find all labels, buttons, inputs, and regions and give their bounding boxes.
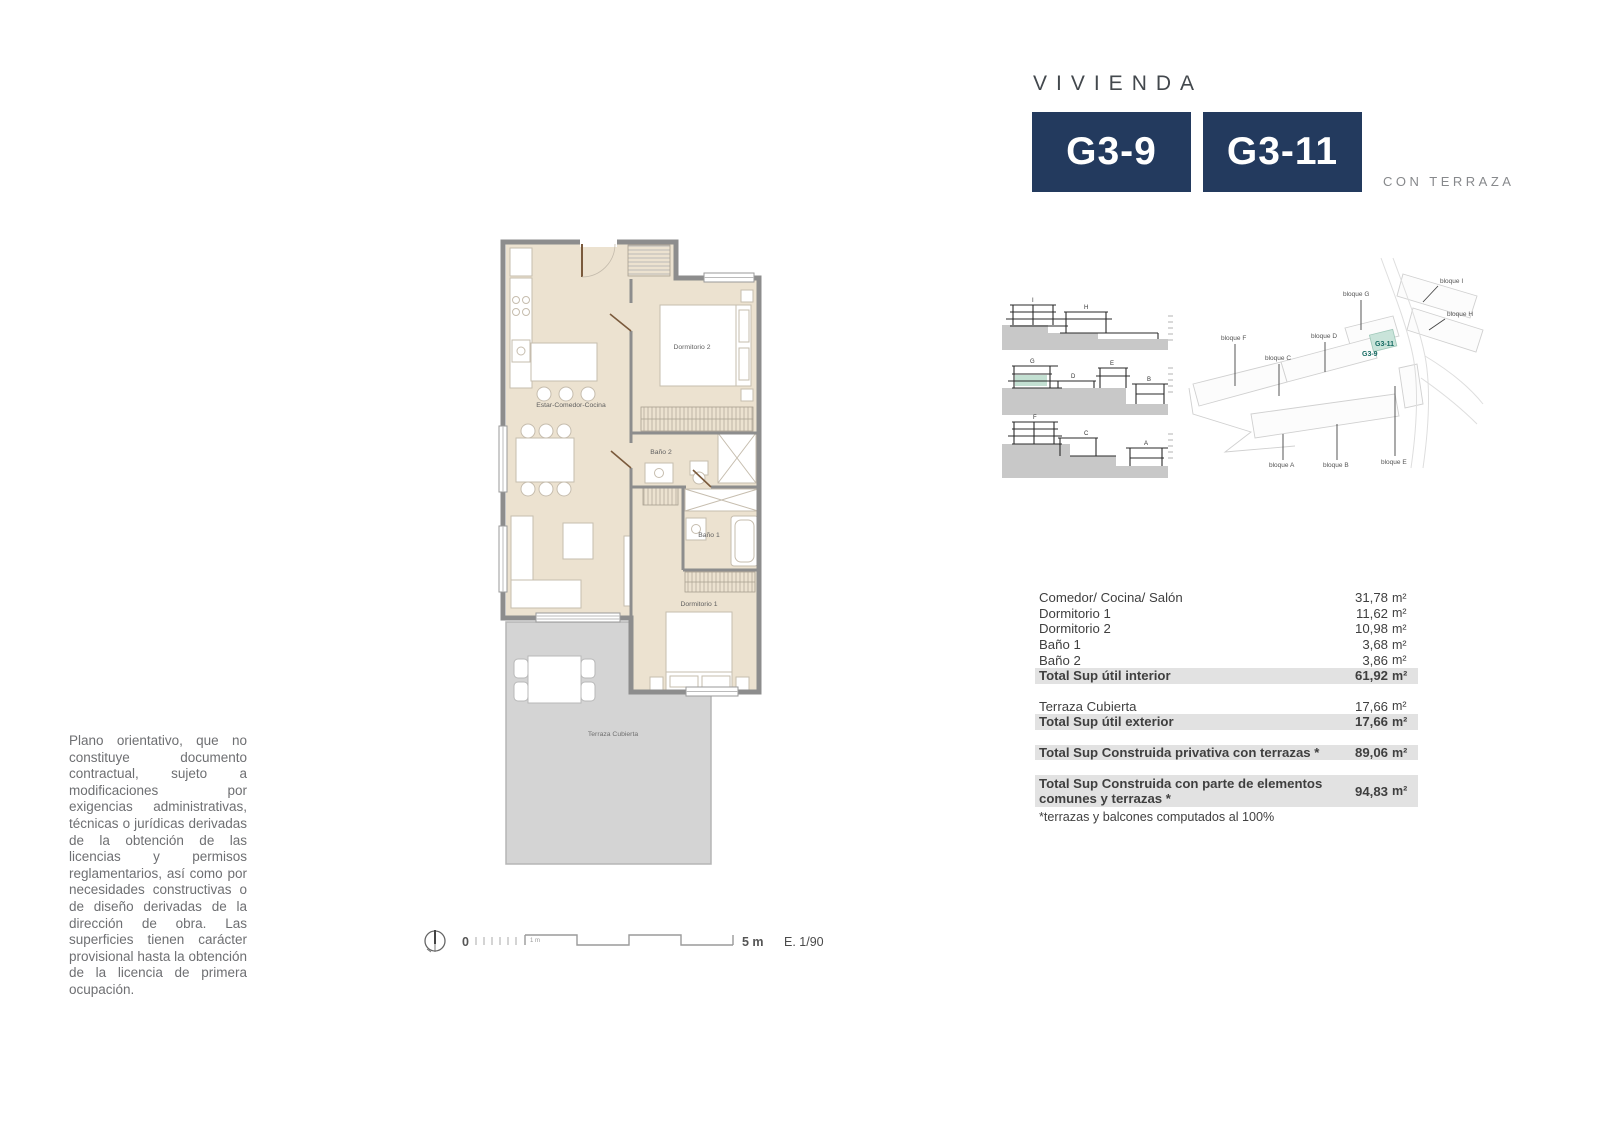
row-value: 89,06 (1354, 745, 1388, 761)
table-row-total-built-common (1035, 775, 1418, 807)
scale-ratio-label: E. 1/90 (784, 935, 824, 949)
room-label-bedroom2: Dormitorio 2 (673, 344, 711, 351)
row-value: 61,92 (1354, 668, 1388, 684)
page-title: VIVIENDA (1033, 72, 1204, 95)
scale-band (525, 935, 733, 945)
scale-zero-label: 0 (462, 935, 469, 949)
section-row-2 (1002, 359, 1173, 415)
scale-five-meters-label: 5 m (742, 935, 764, 949)
row-unit: m² (1392, 653, 1407, 668)
block-label-h: bloque H (1447, 311, 1474, 318)
block-label-f: bloque F (1221, 335, 1247, 342)
row-label: Dormitorio 1 (1039, 605, 1111, 621)
row-unit: m² (1392, 745, 1408, 760)
site-plan-diagram (1185, 256, 1487, 477)
subtitle-con-terraza: CON TERRAZA (1383, 174, 1515, 189)
block-label-g: bloque G (1343, 291, 1370, 298)
unit-label-g3-9: G3-9 (1362, 351, 1378, 358)
block-label-a: bloque A (1269, 462, 1295, 469)
unit-label-g3-11: G3-11 (1375, 341, 1395, 348)
table-row (1035, 621, 1418, 637)
row-label: Baño 2 (1039, 652, 1081, 668)
row-value: 94,83 (1354, 783, 1388, 799)
row-unit: m² (1392, 590, 1407, 605)
section-letter: D (1071, 374, 1076, 380)
scale-one-meter-label: 1 m (530, 938, 541, 944)
scale-ticks (476, 937, 516, 945)
block-label-e: bloque E (1381, 459, 1407, 466)
row-value: 31,78 (1354, 590, 1388, 606)
unit-badge-g3-11: G3-11 (1203, 112, 1362, 192)
row-unit: m² (1392, 621, 1407, 636)
row-unit: m² (1392, 699, 1407, 714)
table-row-total-exterior (1035, 714, 1418, 730)
section-letter: A (1144, 441, 1149, 447)
unit-boxes (1032, 112, 1362, 192)
row-label: Total Sup útil interior (1039, 668, 1171, 684)
north-compass-icon (425, 930, 445, 952)
room-label-terrace: Terraza Cubierta (587, 731, 639, 738)
section-letter: B (1147, 377, 1152, 383)
row-unit: m² (1392, 714, 1408, 729)
table-row-total-interior (1035, 668, 1418, 684)
row-value: 3,68 (1362, 637, 1388, 653)
section-letter: G (1030, 359, 1035, 365)
building-sections-diagram (998, 288, 1176, 485)
section-letter: I (1032, 298, 1034, 304)
room-label-bath1: Baño 1 (698, 532, 720, 539)
table-row (1035, 637, 1418, 653)
row-label: Terraza Cubierta (1039, 698, 1137, 714)
table-row (1035, 606, 1418, 622)
scale-bar (410, 926, 840, 961)
row-label: Total Sup útil exterior (1039, 714, 1174, 730)
row-value: 3,86 (1362, 652, 1388, 668)
row-label: Total Sup Construida con parte de elementos comunes y terrazas * (1039, 776, 1323, 807)
section-letter: F (1033, 415, 1037, 421)
section-row-3 (1002, 415, 1173, 478)
table-row-total-built-private (1035, 745, 1418, 761)
row-unit: m² (1392, 784, 1408, 799)
row-value: 17,66 (1354, 714, 1388, 730)
row-unit: m² (1392, 668, 1408, 683)
section-letter: E (1110, 361, 1115, 367)
row-value: 11,62 (1355, 605, 1388, 621)
table-row (1035, 652, 1418, 668)
room-label-bath2: Baño 2 (650, 449, 672, 456)
section-row-1 (1002, 298, 1173, 350)
row-label: Total Sup Construida privativa con terrazas * (1039, 745, 1320, 761)
unit-badge-g3-9: G3-9 (1032, 112, 1191, 192)
row-unit: m² (1392, 637, 1407, 652)
row-value: 10,98 (1354, 621, 1388, 637)
block-label-d: bloque D (1311, 333, 1338, 340)
room-label-bedroom1: Dormitorio 1 (680, 601, 718, 608)
row-label: Comedor/ Cocina/ Salón (1039, 590, 1183, 606)
room-label-living: Estar-Comedor-Cocina (536, 402, 606, 409)
site-plan-buildings (1189, 274, 1483, 452)
area-table (1035, 590, 1418, 824)
legal-disclaimer: Plano orientativo, que no constituye documento contractual, sujeto a modificaciones por exigencias administrativas, técnicas o jurídicas derivadas de la obtención de las licencias y permisos reglamentarios, así como por necesidades constructivas o de diseño derivadas de la dirección de obra. Las superficies tienen carácter provisional hasta la obtención de la licencia de primera ocupación. (69, 733, 247, 997)
table-footnote: *terrazas y balcones computados al 100% (1039, 810, 1275, 825)
row-unit: m² (1392, 606, 1407, 621)
row-label: Baño 1 (1039, 637, 1081, 653)
block-label-i: bloque I (1440, 278, 1464, 285)
row-value: 17,66 (1354, 698, 1388, 714)
row-label: Dormitorio 2 (1039, 621, 1111, 637)
block-label-b: bloque B (1323, 462, 1349, 469)
table-row (1035, 699, 1418, 715)
floor-plan (478, 228, 770, 878)
section-letter: C (1084, 431, 1089, 437)
section-letter: H (1084, 305, 1089, 311)
table-row (1035, 590, 1418, 606)
block-label-c: bloque C (1265, 355, 1292, 362)
